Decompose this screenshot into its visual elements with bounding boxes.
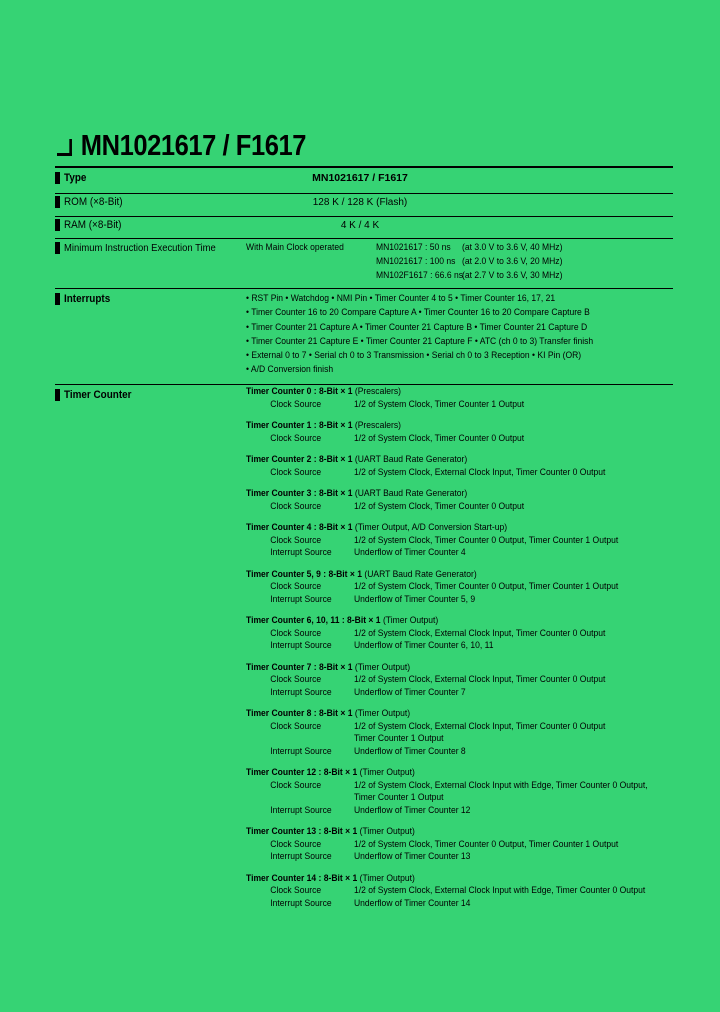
timer-heading-desc: (UART Baud Rate Generator): [352, 488, 468, 499]
timer-detail-key: Clock Source: [270, 674, 322, 685]
timer-detail-row: [246, 885, 646, 898]
timer-detail-row: [246, 594, 507, 607]
timer-detail-key: Interrupt Source: [270, 851, 332, 862]
timer-heading-desc: (Timer Output): [357, 767, 415, 778]
timer-detail-value: Underflow of Timer Counter 8: [354, 745, 466, 757]
timer-detail-value: Underflow of Timer Counter 6, 10, 11: [354, 640, 494, 651]
interrupt-line: • Timer Counter 16 to 20 Compare Capture A • Timer Counter 16 to 20 Compare Capture B: [246, 307, 590, 319]
timer-heading-desc: (Timer Output): [357, 826, 415, 837]
timer-detail-key: Interrupt Source: [270, 745, 332, 757]
timer-heading-desc: (Prescalers): [352, 386, 401, 397]
timer-detail-value: 1/2 of System Clock, Timer Counter 0 Output: [354, 500, 525, 512]
type-value: MN1021617 / F1617: [312, 172, 408, 184]
divider: [55, 166, 673, 168]
timer-block: [246, 661, 606, 700]
min-exec-part: MN1021617 : 100 ns: [376, 256, 456, 267]
timer-heading: [246, 569, 507, 582]
type-label: Type: [64, 172, 87, 184]
timer-heading: [246, 454, 507, 467]
min-exec-cond: (at 2.0 V to 3.6 V, 20 MHz): [462, 256, 563, 267]
timer-detail-row: [246, 627, 606, 641]
timer-block: [246, 615, 606, 653]
timer-detail-value: 1/2 of System Clock, Timer Counter 1 Output: [354, 398, 525, 410]
timer-detail-key: Clock Source: [270, 500, 322, 512]
timer-detail-value: 1/2 of System Clock, Timer Counter 0 Output: [354, 432, 525, 444]
timer-detail-row: [246, 466, 606, 480]
timer-detail-key: Clock Source: [270, 398, 322, 410]
timer-heading-title: Timer Counter 8 : 8-Bit × 1: [246, 708, 353, 719]
timer-detail-row: [246, 792, 507, 805]
timer-detail-key: Interrupt Source: [270, 547, 332, 558]
timer-detail-value: 1/2 of System Clock, External Clock Input, Timer Counter 0 Output: [354, 627, 606, 639]
timer-detail-row: [246, 805, 507, 818]
section-marker-icon: [55, 242, 60, 254]
timer-heading-title: Timer Counter 13 : 8-Bit × 1: [246, 826, 358, 837]
timer-heading-title: Timer Counter 3 : 8-Bit × 1: [246, 488, 353, 499]
timer-heading-desc: (UART Baud Rate Generator): [352, 454, 468, 465]
timer-detail-value: 1/2 of System Clock, Timer Counter 0 Output, Timer Counter 1 Output: [354, 581, 619, 592]
timer-detail-row: [246, 851, 507, 864]
min-exec-part: MN1021617 : 50 ns: [376, 242, 451, 253]
timer-block: [246, 522, 619, 560]
timer-heading: [246, 708, 507, 721]
timer-heading: [246, 826, 507, 839]
timer-heading-desc: (Timer Output, A/D Conversion Start-up): [352, 522, 508, 533]
timer-heading-desc: (Timer Output): [380, 615, 439, 626]
rom-value: 128 K / 128 K (Flash): [312, 197, 408, 208]
timer-detail-key: Clock Source: [270, 627, 322, 639]
timer-block: [246, 826, 619, 864]
timer-detail-row: [246, 640, 507, 653]
timer-detail-value: Timer Counter 1 Output: [354, 733, 444, 744]
interrupt-line: • A/D Conversion finish: [246, 364, 334, 376]
timer-block: [246, 454, 606, 479]
timer-detail-row: [246, 398, 525, 412]
timer-detail-value: Underflow of Timer Counter 7: [354, 686, 466, 698]
title-text: MN1021617 / F1617: [80, 130, 306, 162]
timer-detail-row: [246, 733, 507, 746]
timer-heading-title: Timer Counter 0 : 8-Bit × 1: [246, 386, 353, 397]
divider: [55, 384, 673, 385]
timer-detail-key: Clock Source: [270, 581, 322, 592]
interrupts-list: [246, 292, 632, 378]
timer-detail-row: [246, 779, 648, 793]
timer-heading: [246, 662, 507, 675]
timer-heading: [246, 873, 507, 886]
timer-detail-key: Interrupt Source: [270, 804, 332, 816]
interrupts-label: Interrupts: [64, 293, 111, 305]
divider: [55, 238, 673, 239]
timer-detail-key: Interrupt Source: [270, 640, 332, 651]
timer-heading-title: Timer Counter 5, 9 : 8-Bit × 1: [246, 568, 363, 580]
timer-detail-value: 1/2 of System Clock, Timer Counter 0 Output, Timer Counter 1 Output: [354, 534, 619, 546]
timer-block: [246, 872, 646, 911]
timer-heading-title: Timer Counter 1 : 8-Bit × 1: [246, 420, 353, 431]
timer-detail-key: Interrupt Source: [270, 593, 332, 605]
timer-heading-desc: (Timer Output): [357, 872, 415, 884]
section-marker-icon: [55, 389, 60, 401]
timer-counter-list: [246, 386, 648, 919]
timer-heading: [246, 386, 507, 399]
timer-detail-key: Interrupt Source: [270, 686, 332, 698]
timer-heading: [246, 522, 507, 535]
section-marker-icon: [55, 293, 60, 305]
timer-block: [246, 386, 536, 411]
divider: [55, 288, 673, 289]
timer-detail-key: Clock Source: [270, 534, 322, 546]
timer-heading: [246, 615, 507, 628]
timer-detail-key: Interrupt Source: [270, 897, 332, 909]
checkbox-bullet-icon: [57, 139, 72, 156]
timer-detail-value: 1/2 of System Clock, External Clock Input, Timer Counter 0 Output: [354, 466, 606, 478]
timer-detail-row: [246, 534, 619, 548]
timer-heading: [246, 420, 507, 433]
timer-detail-row: [246, 838, 619, 852]
divider: [55, 216, 673, 217]
timer-detail-key: Clock Source: [270, 779, 322, 791]
timer-detail-row: [246, 720, 606, 734]
timer-detail-key: Clock Source: [270, 720, 322, 732]
timer-heading-title: Timer Counter 14 : 8-Bit × 1: [246, 872, 358, 884]
timer-detail-row: [246, 581, 619, 594]
divider: [55, 193, 673, 194]
timer-detail-value: 1/2 of System Clock, External Clock Input, Timer Counter 0 Output: [354, 720, 606, 732]
timer-detail-value: Underflow of Timer Counter 13: [354, 851, 471, 862]
timer-heading: [246, 767, 507, 780]
interrupt-line: • Timer Counter 21 Capture E • Timer Counter 21 Capture F • ATC (ch 0 to 3) Transfer finish: [246, 335, 594, 347]
page-title: [57, 130, 306, 163]
timer-heading-title: Timer Counter 2 : 8-Bit × 1: [246, 454, 353, 465]
timer-detail-value: 1/2 of System Clock, External Clock Input with Edge, Timer Counter 0 Output,: [354, 779, 648, 791]
timer-detail-row: [246, 432, 525, 446]
timer-heading-desc: (Timer Output): [352, 661, 411, 673]
timer-heading: [246, 488, 507, 501]
min-exec-part: MN102F1617 : 66.6 ns: [376, 270, 463, 281]
timer-block: [246, 420, 536, 445]
timer-heading-title: Timer Counter 6, 10, 11 : 8-Bit × 1: [246, 615, 381, 626]
timer-detail-row: [246, 746, 507, 759]
timer-detail-value: Underflow of Timer Counter 14: [354, 897, 471, 909]
timer-heading-desc: (Prescalers): [352, 420, 401, 431]
min-exec-condition: With Main Clock operated: [246, 242, 344, 253]
timer-detail-row: [246, 898, 507, 911]
timer-detail-value: Underflow of Timer Counter 12: [354, 804, 471, 816]
interrupt-line: • Timer Counter 21 Capture A • Timer Counter 21 Capture B • Timer Counter 21 Capture D: [246, 321, 588, 333]
ram-label: RAM (×8-Bit): [64, 219, 122, 231]
timer-block: [246, 568, 619, 607]
timer-heading-desc: (UART Baud Rate Generator): [362, 568, 477, 580]
ram-value: 4 K / 4 K: [340, 220, 380, 231]
timer-detail-value: Underflow of Timer Counter 4: [354, 547, 466, 558]
timer-detail-value: Underflow of Timer Counter 5, 9: [354, 593, 476, 605]
timer-detail-key: Clock Source: [270, 466, 322, 478]
timer-detail-key: Clock Source: [270, 838, 322, 850]
interrupt-line: • External 0 to 7 • Serial ch 0 to 3 Transmission • Serial ch 0 to 3 Reception • KI Pin (OR): [246, 350, 582, 362]
timer-block: [246, 488, 536, 513]
timer-detail-key: Clock Source: [270, 885, 322, 896]
timer-heading-title: Timer Counter 7 : 8-Bit × 1: [246, 661, 353, 673]
timer-detail-row: [246, 500, 525, 514]
timer-heading-desc: (Timer Output): [352, 708, 411, 719]
timer-detail-row: [246, 687, 507, 700]
rom-label: ROM (×8-Bit): [64, 196, 123, 208]
timer-detail-key: Clock Source: [270, 432, 322, 444]
timer-block: [246, 767, 648, 817]
min-exec-cond: (at 3.0 V to 3.6 V, 40 MHz): [462, 242, 563, 253]
min-exec-cond: (at 2.7 V to 3.6 V, 30 MHz): [462, 270, 563, 281]
timer-detail-value: 1/2 of System Clock, Timer Counter 0 Output, Timer Counter 1 Output: [354, 838, 619, 850]
timer-counter-label: Timer Counter: [64, 389, 132, 401]
timer-heading-title: Timer Counter 4 : 8-Bit × 1: [246, 522, 353, 533]
timer-detail-row: [246, 547, 507, 560]
timer-heading-title: Timer Counter 12 : 8-Bit × 1: [246, 767, 358, 778]
timer-detail-value: Timer Counter 1 Output: [354, 792, 444, 803]
timer-detail-value: 1/2 of System Clock, External Clock Input, Timer Counter 0 Output: [354, 674, 606, 685]
timer-block: [246, 708, 606, 758]
timer-detail-row: [246, 674, 606, 687]
timer-detail-value: 1/2 of System Clock, External Clock Input with Edge, Timer Counter 0 Output: [354, 885, 646, 896]
interrupt-line: • RST Pin • Watchdog • NMI Pin • Timer Counter 4 to 5 • Timer Counter 16, 17, 21: [246, 293, 556, 304]
min-exec-label: Minimum Instruction Execution Time: [64, 242, 216, 254]
